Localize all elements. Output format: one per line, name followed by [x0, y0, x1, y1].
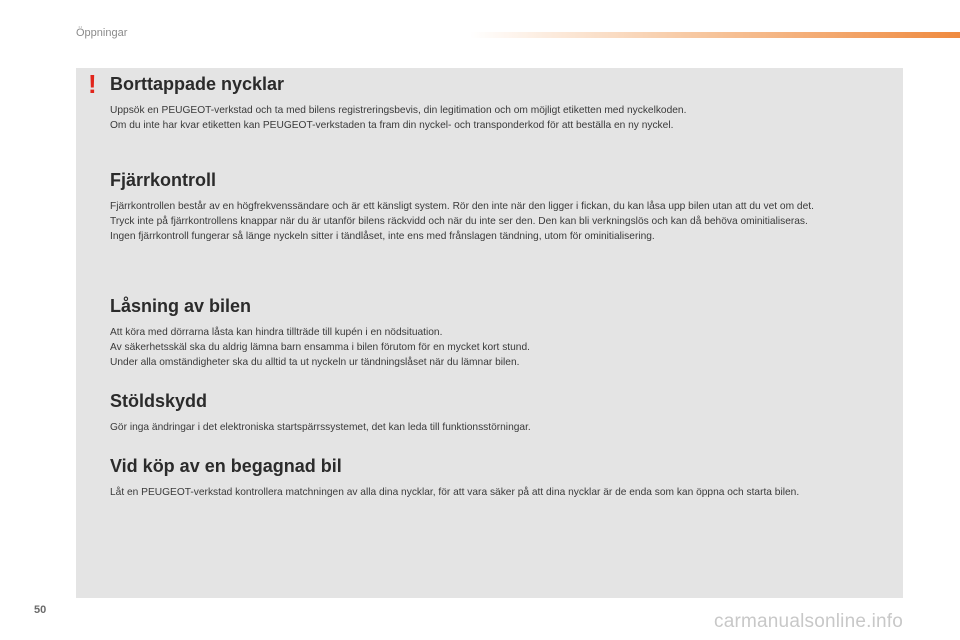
section-text: Att köra med dörrarna låsta kan hindra tillträde till kupén i en nödsituation. — [110, 327, 443, 338]
page-number: 50 — [34, 604, 47, 616]
chapter-title: Öppningar — [76, 27, 128, 39]
section-title: Fjärrkontroll — [110, 170, 217, 190]
section-text: Tryck inte på fjärrkontrollens knappar när du är utanför bilens räckvidd och när du inte ser den. Den kan bli verkningslös och kan då behöva ominitialiseras. — [110, 216, 808, 227]
section-text: Låt en PEUGEOT-verkstad kontrollera matchningen av alla dina nycklar, för att vara säker på att dina nycklar är de enda som kan öppna och starta bilen. — [110, 487, 800, 498]
section-lost-keys — [110, 73, 900, 133]
section-text: Uppsök en PEUGEOT-verkstad och ta med bilens registreringsbevis, din legitimation och om möjligt etiketten med nyckelkoden. — [110, 105, 687, 116]
section-text: Fjärrkontrollen består av en högfrekvenssändare och är ett känsligt system. Rör den inte när den ligger i fickan, du kan låsa upp bilen utan att du vet om det. — [110, 201, 814, 212]
section-locking — [110, 295, 900, 370]
header-accent-line — [470, 32, 960, 38]
section-text: Gör inga ändringar i det elektroniska startspärrssystemet, det kan leda till funktionsstörningar. — [110, 422, 531, 433]
section-text: Av säkerhetsskäl ska du aldrig lämna barn ensamma i bilen förutom för en mycket kort stund. — [110, 342, 530, 353]
section-title: Låsning av bilen — [110, 296, 252, 316]
section-anti-theft — [110, 390, 900, 435]
section-text: Ingen fjärrkontroll fungerar så länge nyckeln sitter i tändlåset, inte ens med frånslagen tändning, utom för ominitialisering. — [110, 231, 655, 242]
section-used-car — [110, 455, 900, 500]
section-title: Borttappade nycklar — [110, 74, 285, 94]
section-text: Under alla omständigheter ska du alltid ta ut nyckeln ur tändningslåset när du lämnar bilen. — [110, 357, 520, 368]
section-text: Om du inte har kvar etiketten kan PEUGEOT-verkstaden ta fram din nyckel- och transponderkod för att beställa en ny nyckel. — [110, 120, 674, 131]
section-title: Vid köp av en begagnad bil — [110, 456, 342, 476]
watermark: carmanualsonline.info — [714, 611, 904, 632]
section-remote-control — [110, 169, 900, 244]
section-title: Stöldskydd — [110, 391, 208, 411]
warning-icon: ! — [88, 69, 97, 99]
